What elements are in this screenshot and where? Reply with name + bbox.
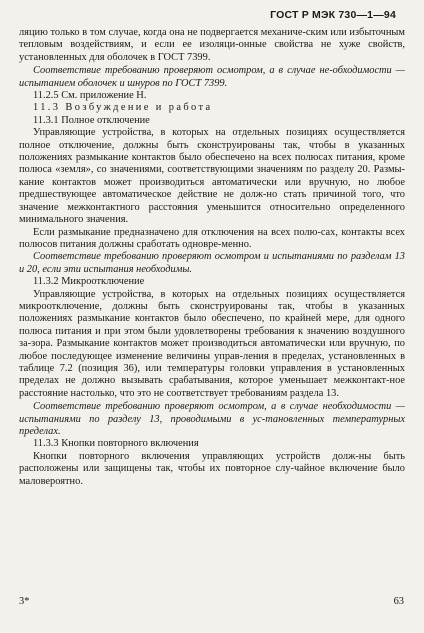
paragraph: Управляющие устройства, в которых на отдельных позициях осуществляется полное отключение, должны быть сконструированы так, чтобы в указанных положениях размыкание контактов было обеспечено на всех полюсах питания, кроме полюса «земля», со значениями, соответствующими значениям по разделу 20. Размы-кание контактов может производиться автоматически или вручную, но любое предшествующее автоматическое действие не долж-но стать причиной того, что значение межконтактного расстояния уменьшится относительно определенного минимального значения. [19, 127, 405, 226]
section-heading: 11.2.5 См. приложение Н. [33, 90, 147, 102]
paragraph: ляцию только в том случае, когда она не подвергается механиче-ским или избыточным тепловым воздействиям, и если ее изоляци-онные свойства не хуже свойств, установленных для оболочек в ГОСТ 7399. [19, 27, 405, 63]
paragraph: Кнопки повторного включения управляющих устройств долж-ны быть расположены или защищены так, чтобы их повторное слу-чайное включение было маловероятно. [19, 450, 405, 487]
paragraph-italic: Соответствие требованию проверяют осмотром и испытаниями по разделам 13 и 20, если эти испытания необходимы. [19, 251, 405, 275]
section-heading-spaced: 11.3 Возбуждение и работа [33, 102, 213, 114]
paragraph-italic: Соответствие требованию проверяют осмотром, а в случае не-обходимости — испытанием оболочек и шнуров по ГОСТ 7399. [19, 65, 405, 89]
paragraph-italic: Соответствие требованию проверяют осмотром, а в случае необходимости — испытаниями по разделу 13, проводимыми в ус-тановленных температурных пределах. [19, 401, 405, 437]
paragraph: Если размыкание предназначено для отключения на всех полю-сах, контакты всех полюсов питания должны сработать одновре-менно. [19, 226, 405, 250]
footer-mark: 3* [19, 596, 30, 607]
section-heading: 11.3.3 Кнопки повторного включения [33, 438, 199, 450]
paragraph: Управляющие устройства, в которых на отдельных позициях осуществляется микроотключение, должны быть сконструированы так, чтобы в указанных положениях размыкание контактов было обеспечено, по крайней мере, для одного полюса питания и при этом были удовлетворены требования к значению воздушного за-зора. Размыкание контактов может производиться автоматически или вручную, по любое последующее изменение величины управ-ления в пределах, установленных в таблице 7.2 (позиция 36), или температуры головки управления в установленных пределах не должно вызывать срабатывания, которое уменьшает межконтакт-ное расстояние настолько, что это не соответствует требованиям раздела 13. [19, 288, 405, 399]
document-body [19, 27, 405, 488]
section-heading: 11.3.1 Полное отключение [33, 114, 150, 126]
page-number: 63 [393, 596, 404, 607]
section-heading: 11.3.2 Микроотключение [33, 276, 145, 288]
page-header: ГОСТ Р МЭК 730—1—94 [270, 9, 396, 21]
